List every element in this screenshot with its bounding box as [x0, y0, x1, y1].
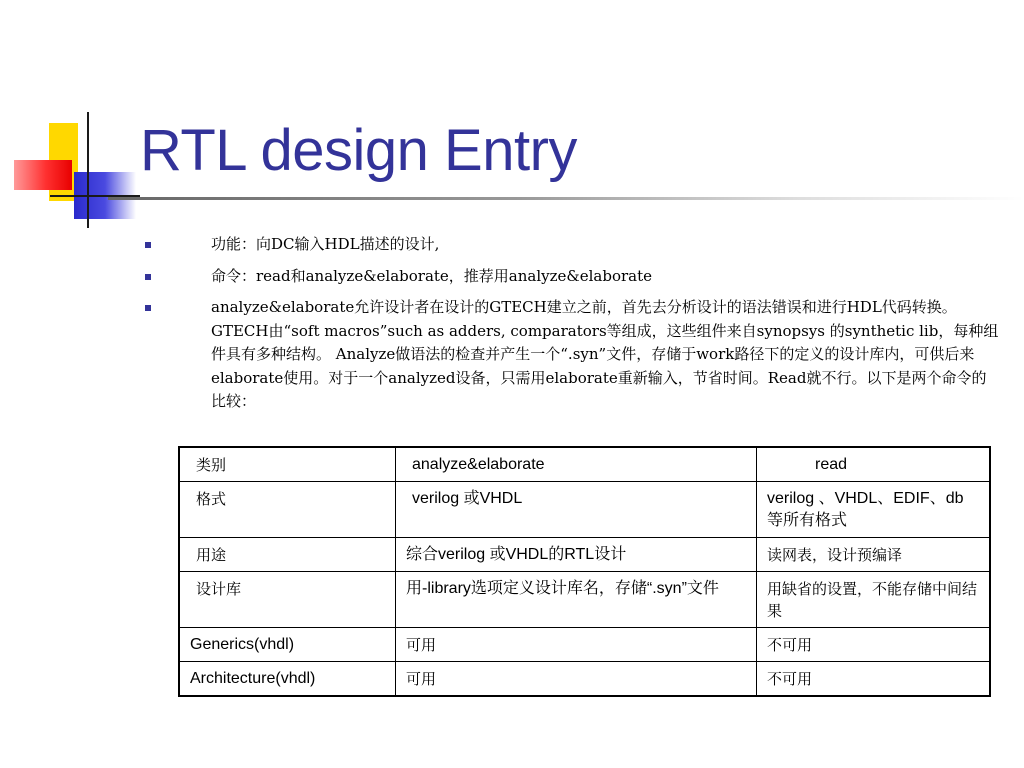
table-cell: 类别 [179, 447, 396, 482]
table-cell: 用途 [179, 538, 396, 572]
table-cell: 可用 [396, 628, 757, 662]
table-row [179, 572, 990, 628]
table-cell: 不可用 [757, 662, 991, 697]
table-cell: read [757, 447, 991, 482]
table-row [179, 662, 990, 697]
table-cell: 设计库 [179, 572, 396, 628]
table-row [179, 482, 990, 538]
table-cell: 可用 [396, 662, 757, 697]
table-row [179, 538, 990, 572]
table-cell: 综合verilog 或VHDL的RTL设计 [396, 538, 757, 572]
bullet-item [140, 296, 1000, 414]
vertical-line-decoration [87, 112, 89, 228]
table-cell: analyze&elaborate [396, 447, 757, 482]
table-cell: 读网表，设计预编译 [757, 538, 991, 572]
bullet-marker-icon [145, 242, 151, 248]
bullet-list [140, 233, 1000, 422]
table-cell: 格式 [179, 482, 396, 538]
title-underline [108, 197, 1024, 200]
table-row [179, 628, 990, 662]
table-cell: Architecture(vhdl) [179, 662, 396, 697]
table-cell: verilog 、VHDL、EDIF、db等所有格式 [757, 482, 991, 538]
bullet-text: 命令：read和analyze&elaborate，推荐用analyze&elaborate [211, 266, 653, 285]
bullet-marker-icon [145, 274, 151, 280]
table-cell: 用-library选项定义设计库名，存储“.syn”文件 [396, 572, 757, 628]
bullet-text: 功能：向DC输入HDL描述的设计, [211, 235, 440, 253]
slide-logo-decoration [0, 0, 140, 240]
table-cell: Generics(vhdl) [179, 628, 396, 662]
table-cell: 不可用 [757, 628, 991, 662]
table-cell: verilog 或VHDL [396, 482, 757, 538]
bullet-marker-icon [145, 305, 151, 311]
table-cell: 用缺省的设置，不能存储中间结果 [757, 572, 991, 628]
comparison-table [178, 446, 991, 697]
slide-title: RTL design Entry [140, 118, 577, 183]
table-header-row [179, 447, 990, 482]
bullet-item [140, 265, 1000, 289]
bullet-text: analyze&elaborate允许设计者在设计的GTECH建立之前，首先去分析设计的语法错误和进行HDL代码转换。 GTECH由“soft macros”such as adders, comparators等组成，这些组件来自synopsys 的synthetic lib，每种组件具有多种结构。 Analyze做语法的检查并产生一个“.syn”文件，存储于work路径下的定义的设计库内，可供后来elaborate使用。对于一个analyzed设备，只需用elaborate重新输入，节省时间。Read就不行。以下是两个命令的比较： [211, 298, 999, 410]
red-square-decoration [14, 160, 72, 190]
bullet-item [140, 233, 1000, 257]
